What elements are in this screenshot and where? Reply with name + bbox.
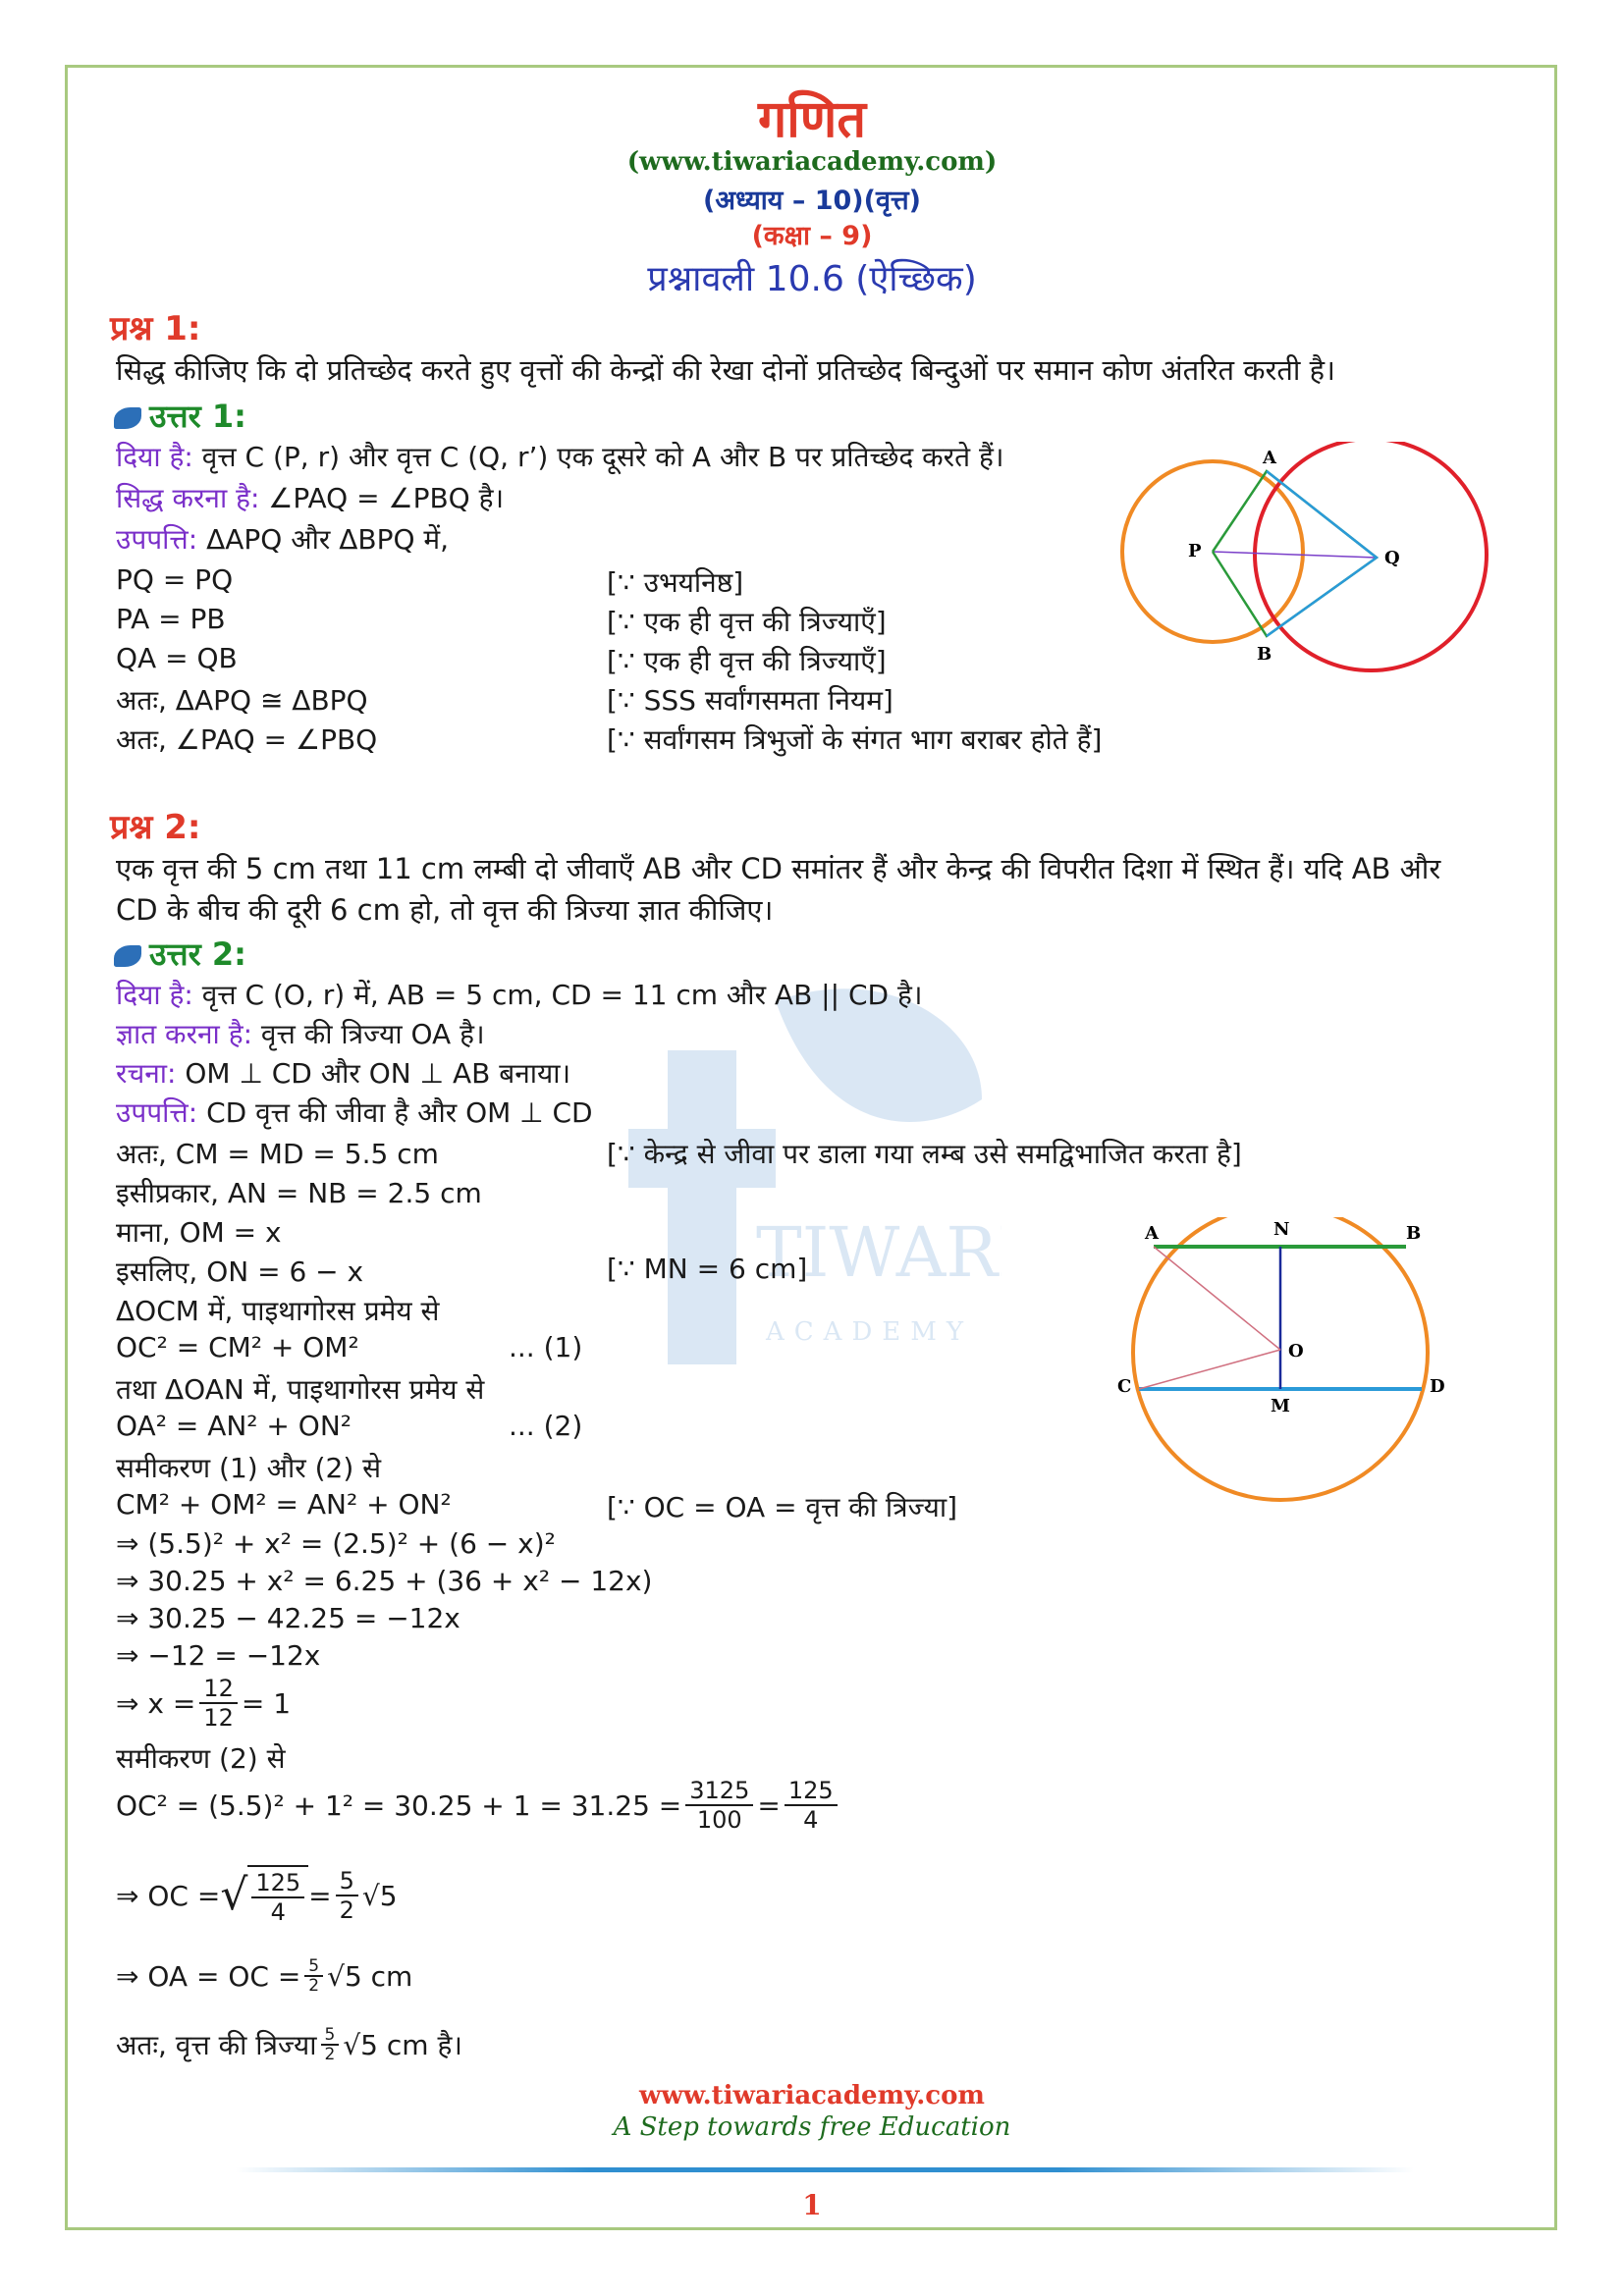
q1-step-stmt: अतः, ΔAPQ ≅ ΔBPQ [116,684,368,717]
eq-text: √5 [361,1879,398,1912]
q1-step-stmt: QA = QB [116,642,238,674]
line-pa-pb [1213,471,1377,636]
watermark-sub: ACADEMY [766,1317,974,1347]
eq-text: अतः, वृत्त की त्रिज्या [116,2029,317,2061]
fraction [304,1957,323,1995]
q2-line-reason: [∵ MN = 6 cm] [607,1253,808,1285]
eq-text: OC² = (5.5)² + 1² = 30.25 + 1 = 31.25 = [116,1789,682,1822]
eq-text: ⇒ OC = [116,1879,221,1912]
fraction [785,1777,838,1834]
class-label: (कक्षा – 9) [751,221,873,251]
label-q: Q [1384,548,1400,568]
label-c: C [1117,1376,1132,1397]
denominator: 4 [270,1898,286,1926]
q2-x-value [116,1675,291,1732]
q1-step-reason: [∵ एक ही वृत्त की त्रिज्याएँ] [607,606,887,638]
footer-tagline: A Step towards free Education [613,2112,1011,2142]
radical-sign: √ [220,1870,248,1920]
eq-text: √5 cm [327,1959,413,1993]
label-d: D [1430,1376,1445,1397]
q1-to-prove [116,479,504,516]
q2-line-reason: [∵ OC = OA = वृत्त की त्रिज्या] [607,1491,958,1523]
denominator: 100 [696,1806,742,1834]
figure-intersecting-circles [1119,442,1492,691]
proof-label: उपपत्ति: [116,1096,198,1129]
q2-line: ⇒ −12 = −12x [116,1639,321,1672]
label-b: B [1406,1223,1422,1244]
q2-line: ⇒ (5.5)² + x² = (2.5)² + (6 − x)² [116,1527,556,1560]
radicand [247,1865,308,1926]
q2-line-reason: [∵ केन्द्र से जीवा पर डाला गया लम्ब उसे समद्विभाजित करता है] [607,1138,1242,1170]
q2-line: इसीप्रकार, AN = NB = 2.5 cm [116,1177,482,1209]
denominator: 2 [324,2045,336,2064]
eq-text: ⇒ OA = OC = [116,1959,301,1993]
find-text: वृत्त की त्रिज्या OA है। [252,1018,485,1050]
page-title: गणित [758,90,866,149]
label-b: B [1257,644,1272,665]
find-label: ज्ञात करना है: [116,1018,253,1050]
proof-text: ΔAPQ और ΔBPQ में, [197,523,450,556]
given-text: वृत्त C (O, r) में, AB = 5 cm, CD = 11 cm और AB || CD है। [192,979,923,1011]
denominator: 2 [339,1896,354,1924]
numerator: 5 [336,1867,358,1896]
label-p: P [1188,541,1202,561]
label-a: A [1145,1223,1159,1244]
label-n: N [1273,1219,1290,1240]
q2-oa-value [116,1957,412,1995]
q2-line: समीकरण (1) और (2) से [116,1452,382,1484]
eq-text: √5 cm है। [343,2029,462,2061]
answer-2-heading [114,933,246,975]
numerator: 3125 [685,1777,753,1806]
given-text: वृत्त C (P, r) और वृत्त C (Q, r’) एक दूसरे को A और B पर प्रतिच्छेद करते हैं। [192,441,1004,473]
answer-2-heading-text: उत्तर 2: [149,935,246,973]
eq-text: = [308,1879,332,1912]
question-1-text: सिद्ध कीजिए कि दो प्रतिच्छेद करते हुए वृत्तों की केन्द्रों की रेखा दोनों प्रतिच्छेद बिन्दुओं पर समान कोण अंतरित करती है। [116,353,1336,387]
construction-label: रचना: [116,1057,177,1090]
denominator: 12 [203,1704,234,1732]
denominator: 4 [803,1806,819,1834]
numerator: 125 [785,1777,838,1806]
question-2-text-line1: एक वृत्त की 5 cm तथा 11 cm लम्बी दो जीवाएँ AB और CD समांतर हैं और केन्द्र की विपरीत दिशा में स्थित हैं। यदि AB और [116,852,1441,885]
q1-step-reason: [∵ SSS सर्वांगसमता नियम] [607,684,893,717]
q2-to-find [116,1015,485,1052]
answer-1-heading [114,395,246,437]
label-o: O [1288,1341,1304,1362]
q2-line: CM² + OM² = AN² + ON² [116,1488,452,1521]
q2-line: अतः, CM = MD = 5.5 cm [116,1138,439,1170]
fraction [321,2026,340,2063]
proof-text: CD वृत्त की जीवा है और OM ⊥ CD [197,1096,593,1129]
q2-final-answer [116,2026,462,2063]
eq-text: ⇒ x = [116,1686,196,1720]
q2-line: माना, OM = x [116,1216,282,1249]
construction-text: OM ⊥ CD और ON ⊥ AB बनाया। [176,1057,571,1090]
given-label: दिया है: [116,979,193,1011]
circle-q [1255,442,1487,670]
numerator: 5 [304,1957,323,1977]
page-number: 1 [802,2189,822,2221]
q1-step-stmt: अतः, ∠PAQ = ∠PBQ [116,723,378,756]
q1-proof [116,520,449,558]
footer-website[interactable]: www.tiwariacademy.com [639,2081,985,2110]
q1-step-stmt: PA = PB [116,603,226,635]
question-2-text-line2: CD के बीच की दूरी 6 cm हो, तो वृत्त की त्रिज्या ज्ञात कीजिए। [116,893,774,927]
numerator: 5 [321,2026,340,2046]
q2-line: OA² = AN² + ON² [116,1410,352,1442]
eq-text: = 1 [241,1686,292,1720]
numerator: 125 [251,1869,304,1898]
q2-line: ⇒ 30.25 + x² = 6.25 + (36 + x² − 12x) [116,1565,653,1597]
question-2-heading: प्रश्न 2: [110,808,201,847]
line-oc [1139,1350,1280,1389]
header-website: (www.tiwariacademy.com) [626,147,998,177]
chapter-label: (अध्याय – 10)(वृत्त) [703,186,921,216]
denominator: 2 [308,1976,320,1996]
question-1-heading: प्रश्न 1: [110,309,201,348]
figure-parallel-chords [1110,1217,1483,1506]
line-oa [1154,1247,1280,1350]
q2-given [116,976,922,1013]
label-a: A [1263,448,1276,468]
watermark-brand: TIWARI [756,1212,1001,1293]
q2-oc-value [116,1865,398,1926]
q1-given [116,438,1003,475]
leaf-icon [114,407,141,429]
q2-line: OC² = CM² + OM² [116,1331,359,1363]
fraction [251,1869,304,1926]
q2-line: तथा ΔOAN में, पाइथागोरस प्रमेय से [116,1373,485,1406]
fraction [336,1867,358,1924]
q1-step-reason: [∵ सर्वांगसम त्रिभुजों के संगत भाग बराबर होते हैं] [607,723,1103,756]
q1-step-reason: [∵ उभयनिष्ठ] [607,566,744,599]
q2-proof [116,1094,593,1131]
fraction [685,1777,753,1834]
line-pq [1213,552,1377,558]
q2-construction [116,1054,570,1092]
q2-line: ⇒ 30.25 − 42.25 = −12x [116,1602,460,1634]
prove-label: सिद्ध करना है: [116,482,260,514]
q2-line: इसलिए, ON = 6 − x [116,1255,364,1288]
exercise-title: प्रश्नावली 10.6 (ऐच्छिक) [647,259,977,299]
q2-oc-squared [116,1777,841,1834]
q1-step-reason: [∵ एक ही वृत्त की त्रिज्याएँ] [607,645,887,677]
q2-eq2-label: समीकरण (2) से [116,1742,286,1775]
label-m: M [1271,1396,1290,1416]
q2-line-reason: ... (1) [509,1331,583,1363]
eq-text: = [757,1789,781,1822]
footer-divider [236,2167,1414,2172]
given-label: दिया है: [116,441,193,473]
q2-line-reason: ... (2) [509,1410,583,1442]
prove-text: ∠PAQ = ∠PBQ है। [259,482,505,514]
proof-label: उपपत्ति: [116,523,198,556]
fraction [199,1675,238,1732]
answer-1-heading-text: उत्तर 1: [149,398,246,435]
q2-line: ΔOCM में, पाइथागोरस प्रमेय से [116,1295,440,1327]
leaf-icon [114,945,141,967]
numerator: 12 [199,1675,238,1704]
q1-step-stmt: PQ = PQ [116,563,234,596]
